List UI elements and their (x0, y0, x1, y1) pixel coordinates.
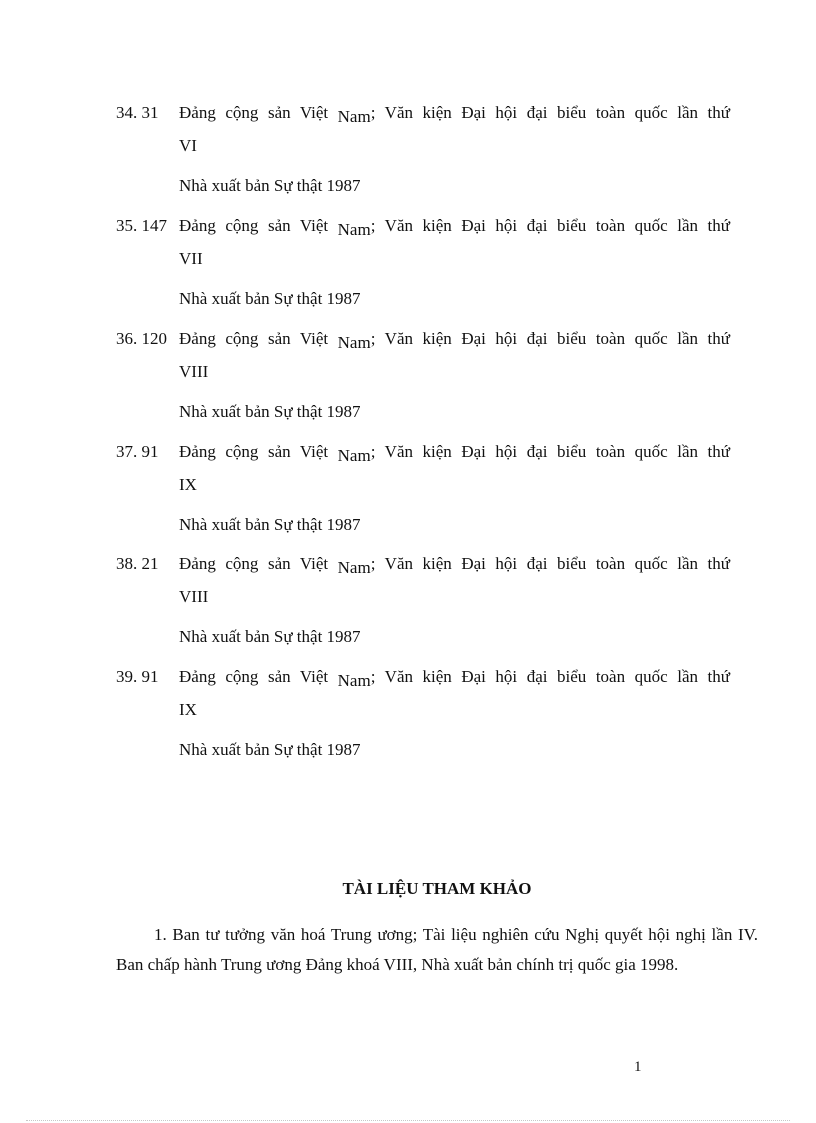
entry-number: 36. 120 (116, 329, 167, 348)
entry-title: ; Văn kiện Đại hội đại biểu toàn quốc lần thứ (370, 554, 730, 573)
entry-author: Đảng cộng sản Việt (179, 216, 329, 235)
entry-title: ; Văn kiện Đại hội đại biểu toàn quốc lần thứ (370, 442, 730, 461)
entry-author-country: Nam (337, 558, 371, 577)
entry-congress: VII (179, 249, 203, 268)
entry-congress: IX (179, 700, 197, 719)
entry-congress: IX (179, 475, 197, 494)
entry-author: Đảng cộng sản Việt (179, 667, 329, 686)
entry-author-country: Nam (337, 220, 371, 239)
entry-first-line (179, 329, 730, 352)
entry-number: 35. 147 (116, 216, 167, 235)
entry-first-line (179, 554, 730, 577)
entry-publisher: Nhà xuất bản Sự thật 1987 (179, 515, 361, 534)
entry-author: Đảng cộng sản Việt (179, 103, 329, 122)
entry-first-line (179, 667, 730, 690)
entry-author: Đảng cộng sản Việt (179, 554, 329, 573)
entry-first-line (179, 216, 730, 239)
reference-item: 1. Ban tư tưởng văn hoá Trung ương; Tài liệu nghiên cứu Nghị quyết hội nghị lần IV. Ban chấp hành Trung ương Đảng khoá VIII, Nhà xuất bản chính trị quốc gia 1998. (116, 925, 758, 974)
entry-publisher: Nhà xuất bản Sự thật 1987 (179, 176, 361, 195)
entry-congress: VI (179, 136, 197, 155)
entry-title: ; Văn kiện Đại hội đại biểu toàn quốc lần thứ (370, 329, 730, 348)
entry-title: ; Văn kiện Đại hội đại biểu toàn quốc lần thứ (370, 667, 730, 686)
entry-congress: VIII (179, 587, 209, 606)
entry-number: 39. 91 (116, 667, 159, 686)
entry-publisher: Nhà xuất bản Sự thật 1987 (179, 740, 361, 759)
page-number: 1 (634, 1059, 642, 1075)
entry-number: 38. 21 (116, 554, 159, 573)
references-heading: TÀI LIỆU THAM KHẢO (342, 879, 532, 898)
entry-publisher: Nhà xuất bản Sự thật 1987 (179, 627, 361, 646)
entry-first-line (179, 442, 730, 465)
entry-number: 37. 91 (116, 442, 159, 461)
entry-title: ; Văn kiện Đại hội đại biểu toàn quốc lần thứ (370, 103, 730, 122)
page-break-divider (26, 1120, 790, 1121)
entry-publisher: Nhà xuất bản Sự thật 1987 (179, 289, 361, 308)
entry-title: ; Văn kiện Đại hội đại biểu toàn quốc lần thứ (370, 216, 730, 235)
entry-author-country: Nam (337, 671, 371, 690)
entry-author-country: Nam (337, 446, 371, 465)
entry-author-country: Nam (337, 107, 371, 126)
entry-publisher: Nhà xuất bản Sự thật 1987 (179, 402, 361, 421)
entry-number: 34. 31 (116, 103, 159, 122)
entry-author-country: Nam (337, 333, 371, 352)
entry-author: Đảng cộng sản Việt (179, 442, 329, 461)
entry-first-line (179, 103, 730, 126)
entry-author: Đảng cộng sản Việt (179, 329, 329, 348)
entry-congress: VIII (179, 362, 209, 381)
